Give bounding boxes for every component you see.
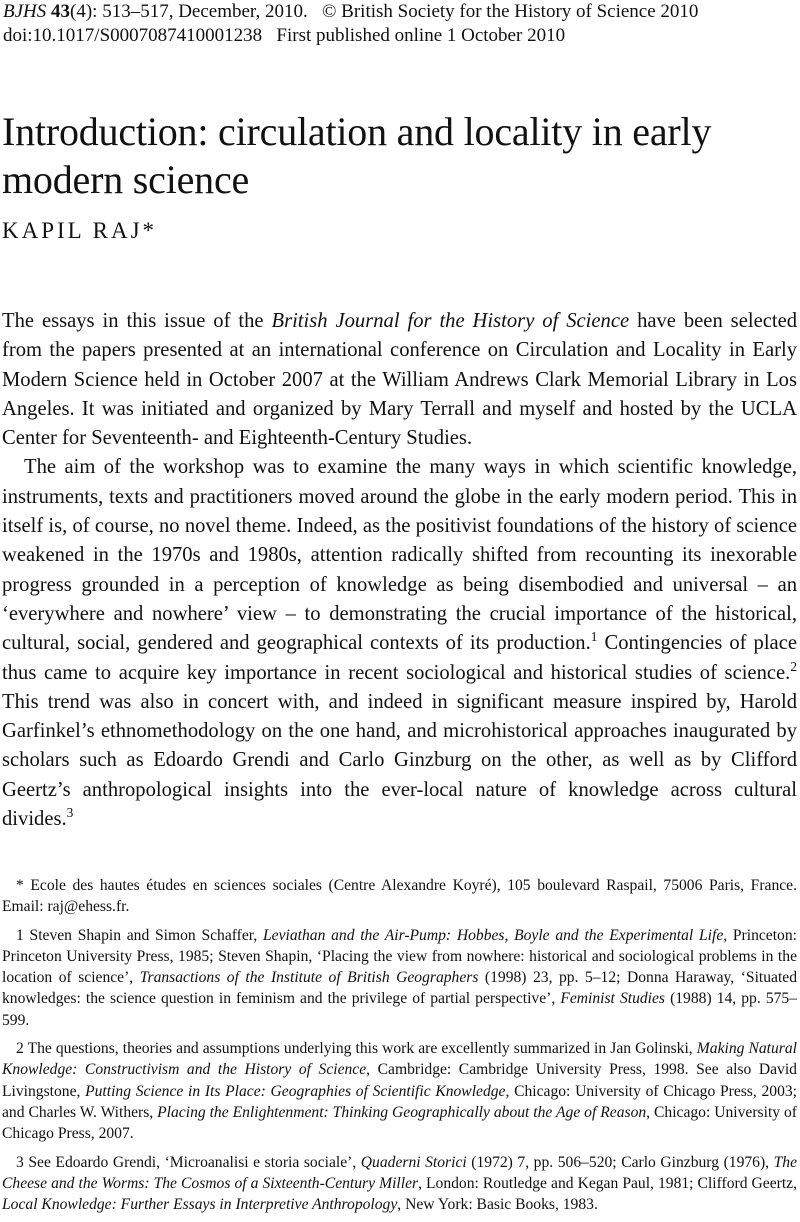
paragraph-2 [2,453,797,834]
footnote-2 [2,1038,797,1144]
book-title: The Cheese and the Worms: The Cosmos of a Sixteenth-Century Miller [2,1153,797,1192]
footnote-ref-3[interactable]: 3 [66,805,74,821]
text-run: The essays in this issue of the [2,310,272,332]
online-date: First published online 1 October 2010 [276,25,566,46]
article-body [2,307,797,834]
text-run: , Cambridge: Cambridge University Press, 1998. See also David Livingstone, [2,1061,797,1100]
text-run: , London: Routledge and Kegan Paul, 1981; Clifford Geertz, [418,1174,797,1192]
text-run: This trend was also in concert with, and indeed in significant measure inspired by, Harold Garfinkel’s ethnomethodology on the one hand, and microhistorical approaches inaugurated by scholars such as Edoardo Grendi and Carlo Ginzburg on the other, as well as by Clifford Geertz’s anthropological insights into the ever-local nature of knowledge across cultural divides. [2,690,797,831]
book-title: Making Natural Knowledge: Constructivism and the History of Science [2,1040,797,1079]
text-run: (1988) 14, pp. 575–599. [2,990,798,1029]
text-run: The aim of the workshop was to examine the many ways in which scientific knowledge, instruments, texts and practitioners moved around the globe in the early modern period. This in itself is, of course, no novel theme. Indeed, as the positivist foundations of the history of science weakened in the 1970s and 1980s, attention radically shifted from recounting its inexorable progress grounded in a perception of knowledge as being disembodied and universal – an ‘everywhere and nowhere’ view – to demonstrating the crucial importance of the historical, cultural, social, gendered and geographical contexts of its production. [2,456,797,655]
text-run: (1998) 23, pp. 5–12; Donna Haraway, ‘Situated knowledges: the science question in feminism and the privilege of partial perspective’, [2,969,797,1008]
text-run: 3 See Edoardo Grendi, ‘Microanalisi e storia sociale’, [16,1153,361,1171]
article-title: Introduction: circulation and locality in early modern science [2,109,712,202]
book-title: Local Knowledge: Further Essays in Interpretive Anthropology [2,1196,398,1214]
text-run: (1972) 7, pp. 506–520; Carlo Ginzburg (1976), [466,1153,774,1171]
text-run: , Princeton: Princeton University Press, 1985; Steven Shapin, ‘Placing the view from nowhere: historical and sociological problems in the location of science’, [2,926,797,987]
journal-title: Feminist Studies [560,990,665,1008]
copyright-notice: © British Society for the History of Science 2010 [322,1,699,22]
journal-title: Transactions of the Institute of British Geographers [139,969,479,987]
footnotes [2,875,797,1222]
text-run: Contingencies of place thus came to acquire key importance in recent sociological and historical studies of science. [2,632,797,684]
journal-abbrev: BJHS [3,1,47,22]
text-run: , Chicago: University of Chicago Press, 2007. [2,1103,798,1143]
citation-line [3,0,783,24]
book-title: Leviathan and the Air-Pump: Hobbes, Boyle and the Experimental Life [263,926,724,944]
footnote-author-affiliation: * Ecole des hautes études en sciences sociales (Centre Alexandre Koyré), 105 boulevard Raspail, 75006 Paris, France. Email: raj@ehess.fr. [2,877,797,916]
footnote-ref-2[interactable]: 2 [790,658,797,674]
footnote-1 [2,925,797,1031]
book-title: Putting Science in Its Place: Geographies of Scientific Knowledge [85,1082,506,1100]
issue-pages: (4): 513–517, December, 2010. [70,1,308,22]
journal-name: British Journal for the History of Science [271,310,630,332]
text-run: 1 Steven Shapin and Simon Schaffer, [16,926,263,944]
text-run: , Chicago: University of Chicago Press, 2003; and Charles W. Withers, [2,1082,797,1121]
citation-header [3,0,783,48]
doi-line [3,24,783,48]
paragraph-1 [2,307,797,453]
text-run: have been selected from the papers presented at an international conference on Circulation and Locality in Early Modern Science held in October 2007 at the William Andrews Clark Memorial Library in Los Angeles. It was initiated and organized by Mary Terrall and myself and hosted by the UCLA Center for Seventeenth- and Eighteenth-Century Studies. [2,310,798,450]
footnote-ref-1[interactable]: 1 [590,629,598,645]
text-run: , New York: Basic Books, 1983. [397,1196,598,1214]
doi-link[interactable]: doi:10.1017/S0007087410001238 [3,25,263,46]
footnote-3 [2,1152,797,1216]
journal-title: Quaderni Storici [360,1153,467,1171]
book-title: Placing the Enlightenment: Thinking Geographically about the Age of Reason [157,1103,647,1121]
journal-volume: 43 [51,1,71,22]
text-run: 2 The questions, theories and assumptions underlying this work are excellently summarized in Jan Golinski, [16,1040,697,1058]
author-name: KAPIL RAJ* [2,218,158,243]
